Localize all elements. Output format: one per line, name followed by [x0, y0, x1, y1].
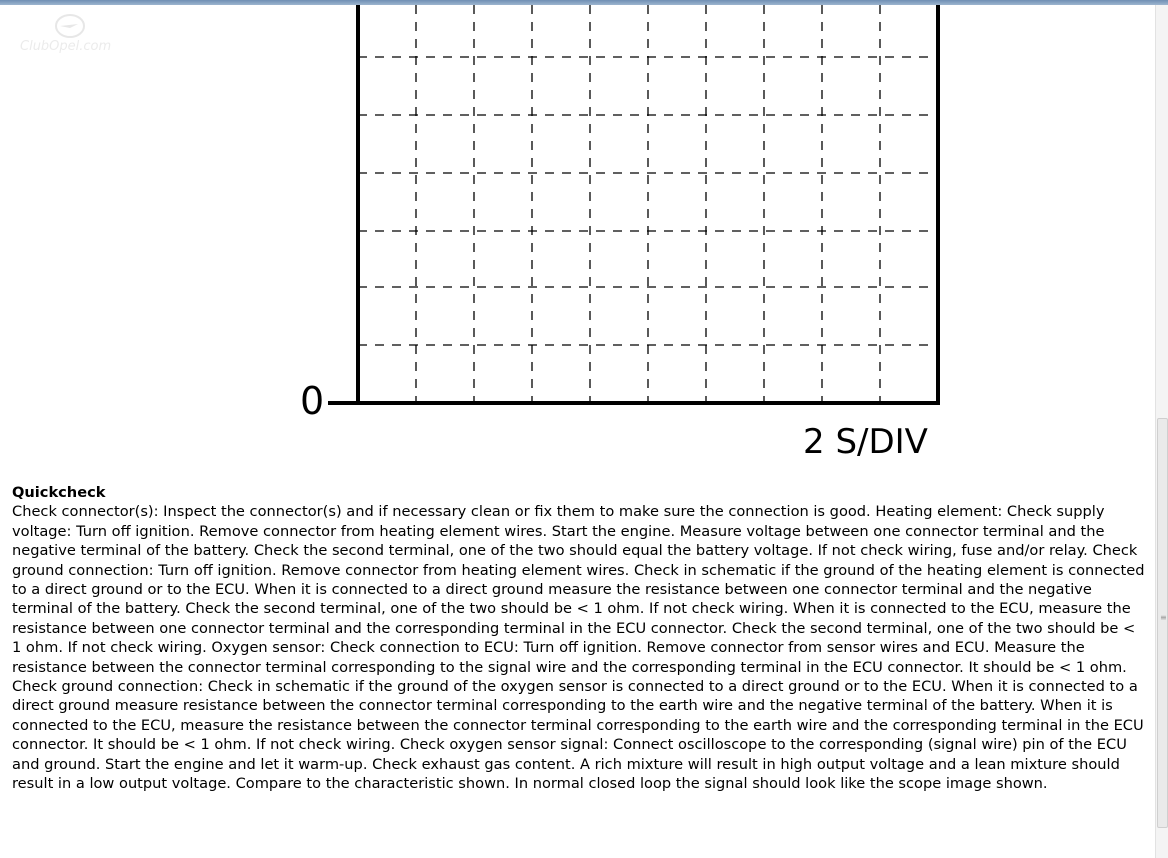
scrollbar-thumb[interactable] — [1157, 418, 1168, 828]
grid-lines — [358, 5, 938, 403]
scrollbar-grip-icon: ≡ — [1160, 613, 1167, 622]
vertical-scrollbar[interactable] — [1155, 5, 1168, 858]
quickcheck-body: Check connector(s): Inspect the connector(s) and if necessary clean or fix them to make sure the connection is good. Heating element: Check supply voltage: Turn off ignition. Remove connector from heating element wires. Start the engine. Measure voltage between one connector terminal and the negative terminal of the battery. Check the second terminal, one of the two should equal the battery voltage. If not check wiring, fuse and/or relay. Check ground connection: Turn off ignition. Remove connector from heating element wires. Check in schematic if the ground of the heating element is connected to a direct ground or to the ECU. When it is connected to a direct ground measure the resistance between one connector terminal and the negative terminal of the battery. Check the second terminal, one of the two should be < 1 ohm. If not check wiring. When it is connected to the ECU, measure the resistance between one connector terminal and the corresponding terminal in the ECU connector. Check the second terminal, one of the two should be < 1 ohm. If not check wiring. Oxygen sensor: Check connection to ECU: Turn off ignition. Remove connector from sensor wires and ECU. Measure the resistance between the connector terminal corresponding to the signal wire and the corresponding terminal in the ECU connector. It should be < 1 ohm. Check ground connection: Check in schematic if the ground of the oxygen sensor is connected to a direct ground or to the ECU. When it is connected to a direct ground measure resistance between the connector terminal corresponding to the earth wire and the negative terminal of the battery. When it is connected to the ECU, measure the resistance between the connector terminal corresponding to the earth wire and the corresponding terminal in the ECU connector. It should be < 1 ohm. If not check wiring. Check oxygen sensor signal: Connect oscilloscope to the corresponding (signal wire) pin of the ECU and ground. Start the engine and let it warm-up. Check exhaust gas content. A rich mixture will result in high output voltage and a lean mixture should result in a low output voltage. Compare to the characteristic shown. In normal closed loop the signal should look like the scope image shown. — [12, 503, 1145, 793]
quickcheck-section — [12, 483, 1147, 794]
scope-grid-svg — [290, 5, 990, 465]
y-axis-zero-label: 0 — [300, 379, 325, 423]
watermark-logo — [18, 12, 128, 54]
oscilloscope-graph — [290, 5, 990, 465]
time-scale-label: 2 S/DIV — [803, 422, 928, 462]
watermark-logo-icon — [18, 12, 128, 54]
watermark-text: ClubOpel.com — [20, 39, 112, 54]
quickcheck-heading: Quickcheck — [12, 484, 106, 501]
